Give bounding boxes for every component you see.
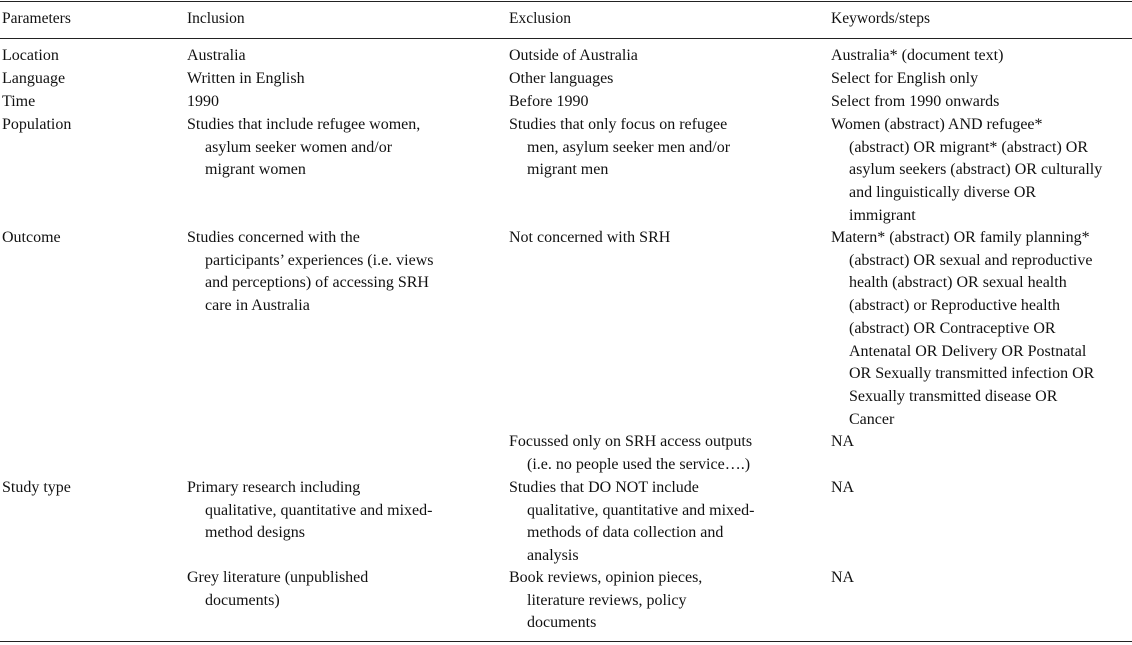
cell-line: migrant men bbox=[527, 161, 609, 179]
study-type-extra-inclusion bbox=[187, 567, 368, 612]
cell-line: health (abstract) OR sexual health bbox=[849, 274, 1067, 292]
language-parameter: Language bbox=[2, 70, 66, 87]
cell-line: analysis bbox=[527, 547, 579, 565]
cell-line: immigrant bbox=[849, 206, 916, 224]
outcome-parameter: Outcome bbox=[2, 229, 61, 246]
cell-line: Select for English only bbox=[831, 70, 979, 87]
cell-line: Outside of Australia bbox=[509, 47, 638, 64]
header-inclusion: Inclusion bbox=[187, 10, 245, 27]
header-parameters: Parameters bbox=[2, 10, 71, 27]
outcome-extra-keywords bbox=[831, 431, 854, 454]
bottom-rule bbox=[0, 641, 1132, 642]
cell-line: 1990 bbox=[187, 93, 219, 110]
cell-line: NA bbox=[831, 569, 855, 586]
outcome-extra-exclusion bbox=[509, 431, 752, 476]
top-rule bbox=[0, 1, 1132, 2]
cell-line: Studies concerned with the bbox=[187, 229, 360, 246]
population-inclusion bbox=[187, 114, 420, 182]
cell-line: asylum seeker women and/or bbox=[205, 138, 393, 156]
cell-line: asylum seekers (abstract) OR culturally bbox=[849, 161, 1103, 179]
cell-line: Women (abstract) AND refugee* bbox=[831, 116, 1043, 133]
time-keywords bbox=[831, 91, 999, 114]
cell-line: Sexually transmitted disease OR bbox=[849, 387, 1058, 405]
cell-line: Before 1990 bbox=[509, 93, 589, 110]
study-type-parameter: Study type bbox=[2, 479, 71, 496]
cell-line: Focussed only on SRH access outputs bbox=[509, 433, 753, 450]
language-exclusion bbox=[509, 68, 613, 91]
location-inclusion bbox=[187, 45, 246, 68]
cell-line: methods of data collection and bbox=[527, 524, 724, 542]
cell-line: men, asylum seeker men and/or bbox=[527, 138, 731, 156]
cell-line: and perceptions) of accessing SRH bbox=[205, 274, 429, 292]
location-keywords bbox=[831, 45, 1003, 68]
cell-line: literature reviews, policy bbox=[527, 591, 687, 609]
cell-line: OR Sexually transmitted infection OR bbox=[849, 365, 1095, 383]
population-exclusion bbox=[509, 114, 730, 182]
population-keywords bbox=[831, 114, 1102, 228]
cell-line: NA bbox=[831, 479, 855, 496]
cell-line: Antenatal OR Delivery OR Postnatal bbox=[849, 342, 1087, 360]
cell-line: Australia* (document text) bbox=[831, 47, 1004, 64]
cell-line: Studies that include refugee women, bbox=[187, 116, 421, 133]
study-type-keywords bbox=[831, 477, 854, 500]
cell-line: Studies that DO NOT include bbox=[509, 479, 699, 496]
study-type-extra-exclusion bbox=[509, 567, 702, 635]
cell-line: Book reviews, opinion pieces, bbox=[509, 569, 703, 586]
cell-line: Select from 1990 onwards bbox=[831, 93, 1000, 110]
cell-line: and linguistically diverse OR bbox=[849, 184, 1037, 202]
cell-line: Matern* (abstract) OR family planning* bbox=[831, 229, 1090, 246]
cell-line: (abstract) OR migrant* (abstract) OR bbox=[849, 138, 1089, 156]
cell-line: documents) bbox=[205, 591, 280, 609]
cell-line: Australia bbox=[187, 47, 246, 64]
cell-line: Studies that only focus on refugee bbox=[509, 116, 728, 133]
time-parameter: Time bbox=[2, 93, 36, 110]
cell-line: (abstract) OR sexual and reproductive bbox=[849, 251, 1093, 269]
cell-line: documents bbox=[527, 614, 597, 632]
cell-line: Cancer bbox=[849, 410, 895, 428]
location-exclusion bbox=[509, 45, 638, 68]
cell-line: (abstract) OR Contraceptive OR bbox=[849, 319, 1056, 337]
header-keywords: Keywords/steps bbox=[831, 10, 931, 27]
cell-line: qualitative, quantitative and mixed- bbox=[527, 501, 755, 519]
cell-line: qualitative, quantitative and mixed- bbox=[205, 501, 433, 519]
header-rule bbox=[0, 38, 1132, 39]
cell-line: Written in English bbox=[187, 70, 305, 87]
language-inclusion bbox=[187, 68, 305, 91]
population-parameter: Population bbox=[2, 116, 72, 133]
cell-line: Other languages bbox=[509, 70, 614, 87]
cell-line: Primary research including bbox=[187, 479, 361, 496]
cell-line: (abstract) or Reproductive health bbox=[849, 297, 1061, 315]
language-keywords bbox=[831, 68, 978, 91]
cell-line: (i.e. no people used the service….) bbox=[527, 455, 751, 473]
time-exclusion bbox=[509, 91, 589, 114]
cell-line: migrant women bbox=[205, 161, 306, 179]
outcome-inclusion bbox=[187, 227, 434, 318]
header-exclusion: Exclusion bbox=[509, 10, 571, 27]
study-type-extra-keywords bbox=[831, 567, 854, 590]
location-parameter: Location bbox=[2, 47, 59, 64]
outcome-keywords bbox=[831, 227, 1094, 431]
cell-line: Grey literature (unpublished bbox=[187, 569, 369, 586]
outcome-exclusion bbox=[509, 227, 670, 250]
cell-line: participants’ experiences (i.e. views bbox=[205, 251, 434, 269]
cell-line: Not concerned with SRH bbox=[509, 229, 671, 246]
cell-line: care in Australia bbox=[205, 297, 310, 315]
time-inclusion bbox=[187, 91, 219, 114]
cell-line: NA bbox=[831, 433, 855, 450]
study-type-inclusion bbox=[187, 477, 432, 545]
cell-line: method designs bbox=[205, 524, 305, 542]
study-type-exclusion bbox=[509, 477, 754, 568]
